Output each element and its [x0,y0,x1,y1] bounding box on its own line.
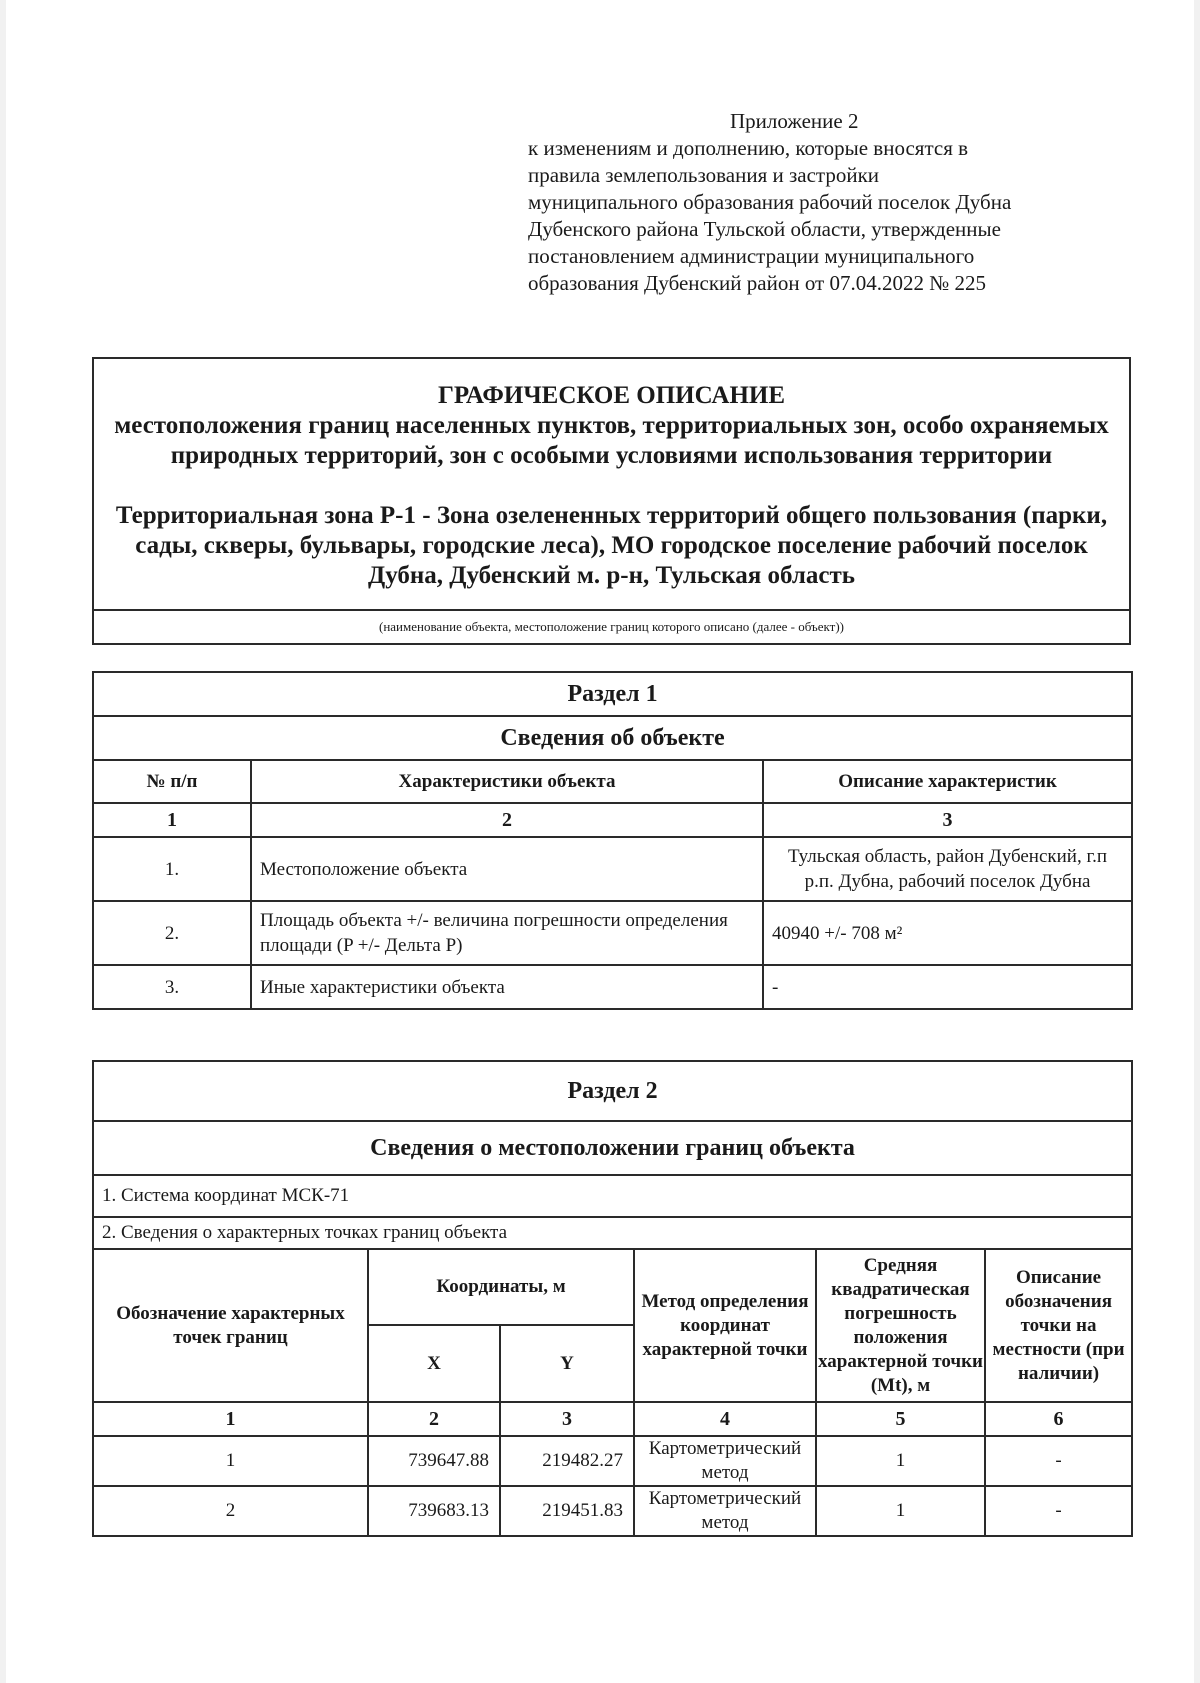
section1-title: Раздел 1 [93,672,1132,716]
table-row [93,1436,1132,1486]
method: Картометрический метод [634,1486,816,1536]
table-row [93,901,1132,965]
section2-table [92,1060,1133,1537]
point-description: - [985,1486,1132,1536]
column-number: 5 [816,1402,985,1436]
column-header-x: X [368,1325,500,1402]
characteristic-name: Площадь объекта +/- величина погрешности определения площади (P +/- Дельта P) [251,901,763,965]
coordinate-x: 739647.88 [368,1436,500,1486]
column-number: 1 [93,803,251,837]
section2-subtitle: Сведения о местоположении границ объекта [93,1121,1132,1175]
object-name: Территориальная зона Р-1 - Зона озелененных территорий общего пользования (парки, сады, скверы, бульвары, городские леса), МО городское поселение рабочий поселок Дубна, Дубенский м. р-н, Тульская область [115,502,1108,589]
column-header-point: Обозначение характерных точек границ [93,1249,368,1402]
annex-line: к изменениям и дополнению, которые вносятся в [528,136,969,160]
annex-line: Дубенского района Тульской области, утвержденные [528,217,1001,241]
error-value: 1 [816,1436,985,1486]
point-label: 1 [93,1436,368,1486]
characteristic-value: Тульская область, район Дубенский, г.п р.п. Дубна, рабочий поселок Дубна [763,837,1132,901]
point-label: 2 [93,1486,368,1536]
column-header-y: Y [500,1325,634,1402]
annex-line: образования Дубенский район от 07.04.2022 № 225 [528,271,987,295]
coordinate-system: 1. Система координат МСК-71 [93,1175,1132,1217]
column-header-method: Метод определения координат характерной точки [634,1249,816,1402]
annex-title: Приложение 2 [730,109,859,133]
method: Картометрический метод [634,1436,816,1486]
annex-line: муниципального образования рабочий поселок Дубна [528,190,1012,214]
object-name-note: (наименование объекта, местоположение границ которого описано (далее - объект)) [93,610,1130,644]
column-number: 2 [251,803,763,837]
characteristic-name: Иные характеристики объекта [251,965,763,1009]
column-header-error: Средняя квадратическая погрешность положения характерной точки (Mt), м [816,1249,985,1402]
document-subtitle: местоположения границ населенных пунктов, территориальных зон, особо охраняемых природных территорий, зон с особыми условиями использования территории [114,412,1109,469]
column-header-coords: Координаты, м [368,1249,634,1325]
column-header-description: Описание обозначения точки на местности (при наличии) [985,1249,1132,1402]
row-number: 2. [93,901,251,965]
point-description: - [985,1436,1132,1486]
table-row [93,1486,1132,1536]
coordinate-x: 739683.13 [368,1486,500,1536]
section1-subtitle: Сведения об объекте [93,716,1132,760]
column-number: 3 [763,803,1132,837]
annex-block [528,108,1088,297]
coordinate-y: 219482.27 [500,1436,634,1486]
table-row [93,837,1132,901]
table-row [93,965,1132,1009]
column-number: 6 [985,1402,1132,1436]
characteristic-value: 40940 +/- 708 м² [763,901,1132,965]
scan-edge [1194,0,1200,1683]
points-caption: 2. Сведения о характерных точках границ объекта [93,1217,1132,1249]
row-number: 1. [93,837,251,901]
section1-table [92,671,1133,1010]
annex-line: постановлением администрации муниципального [528,244,975,268]
characteristic-value: - [763,965,1132,1009]
column-number: 1 [93,1402,368,1436]
annex-line: правила землепользования и застройки [528,163,880,187]
column-number: 4 [634,1402,816,1436]
section2-title: Раздел 2 [93,1061,1132,1121]
column-header: Описание характеристик [763,760,1132,803]
scan-edge [0,0,6,1683]
coordinate-y: 219451.83 [500,1486,634,1536]
row-number: 3. [93,965,251,1009]
title-table [92,357,1131,645]
column-header: Характеристики объекта [251,760,763,803]
error-value: 1 [816,1486,985,1536]
column-header: № п/п [93,760,251,803]
title-cell [93,358,1130,610]
column-number: 3 [500,1402,634,1436]
document-title: ГРАФИЧЕСКОЕ ОПИСАНИЕ [437,382,786,409]
characteristic-name: Местоположение объекта [251,837,763,901]
column-number: 2 [368,1402,500,1436]
